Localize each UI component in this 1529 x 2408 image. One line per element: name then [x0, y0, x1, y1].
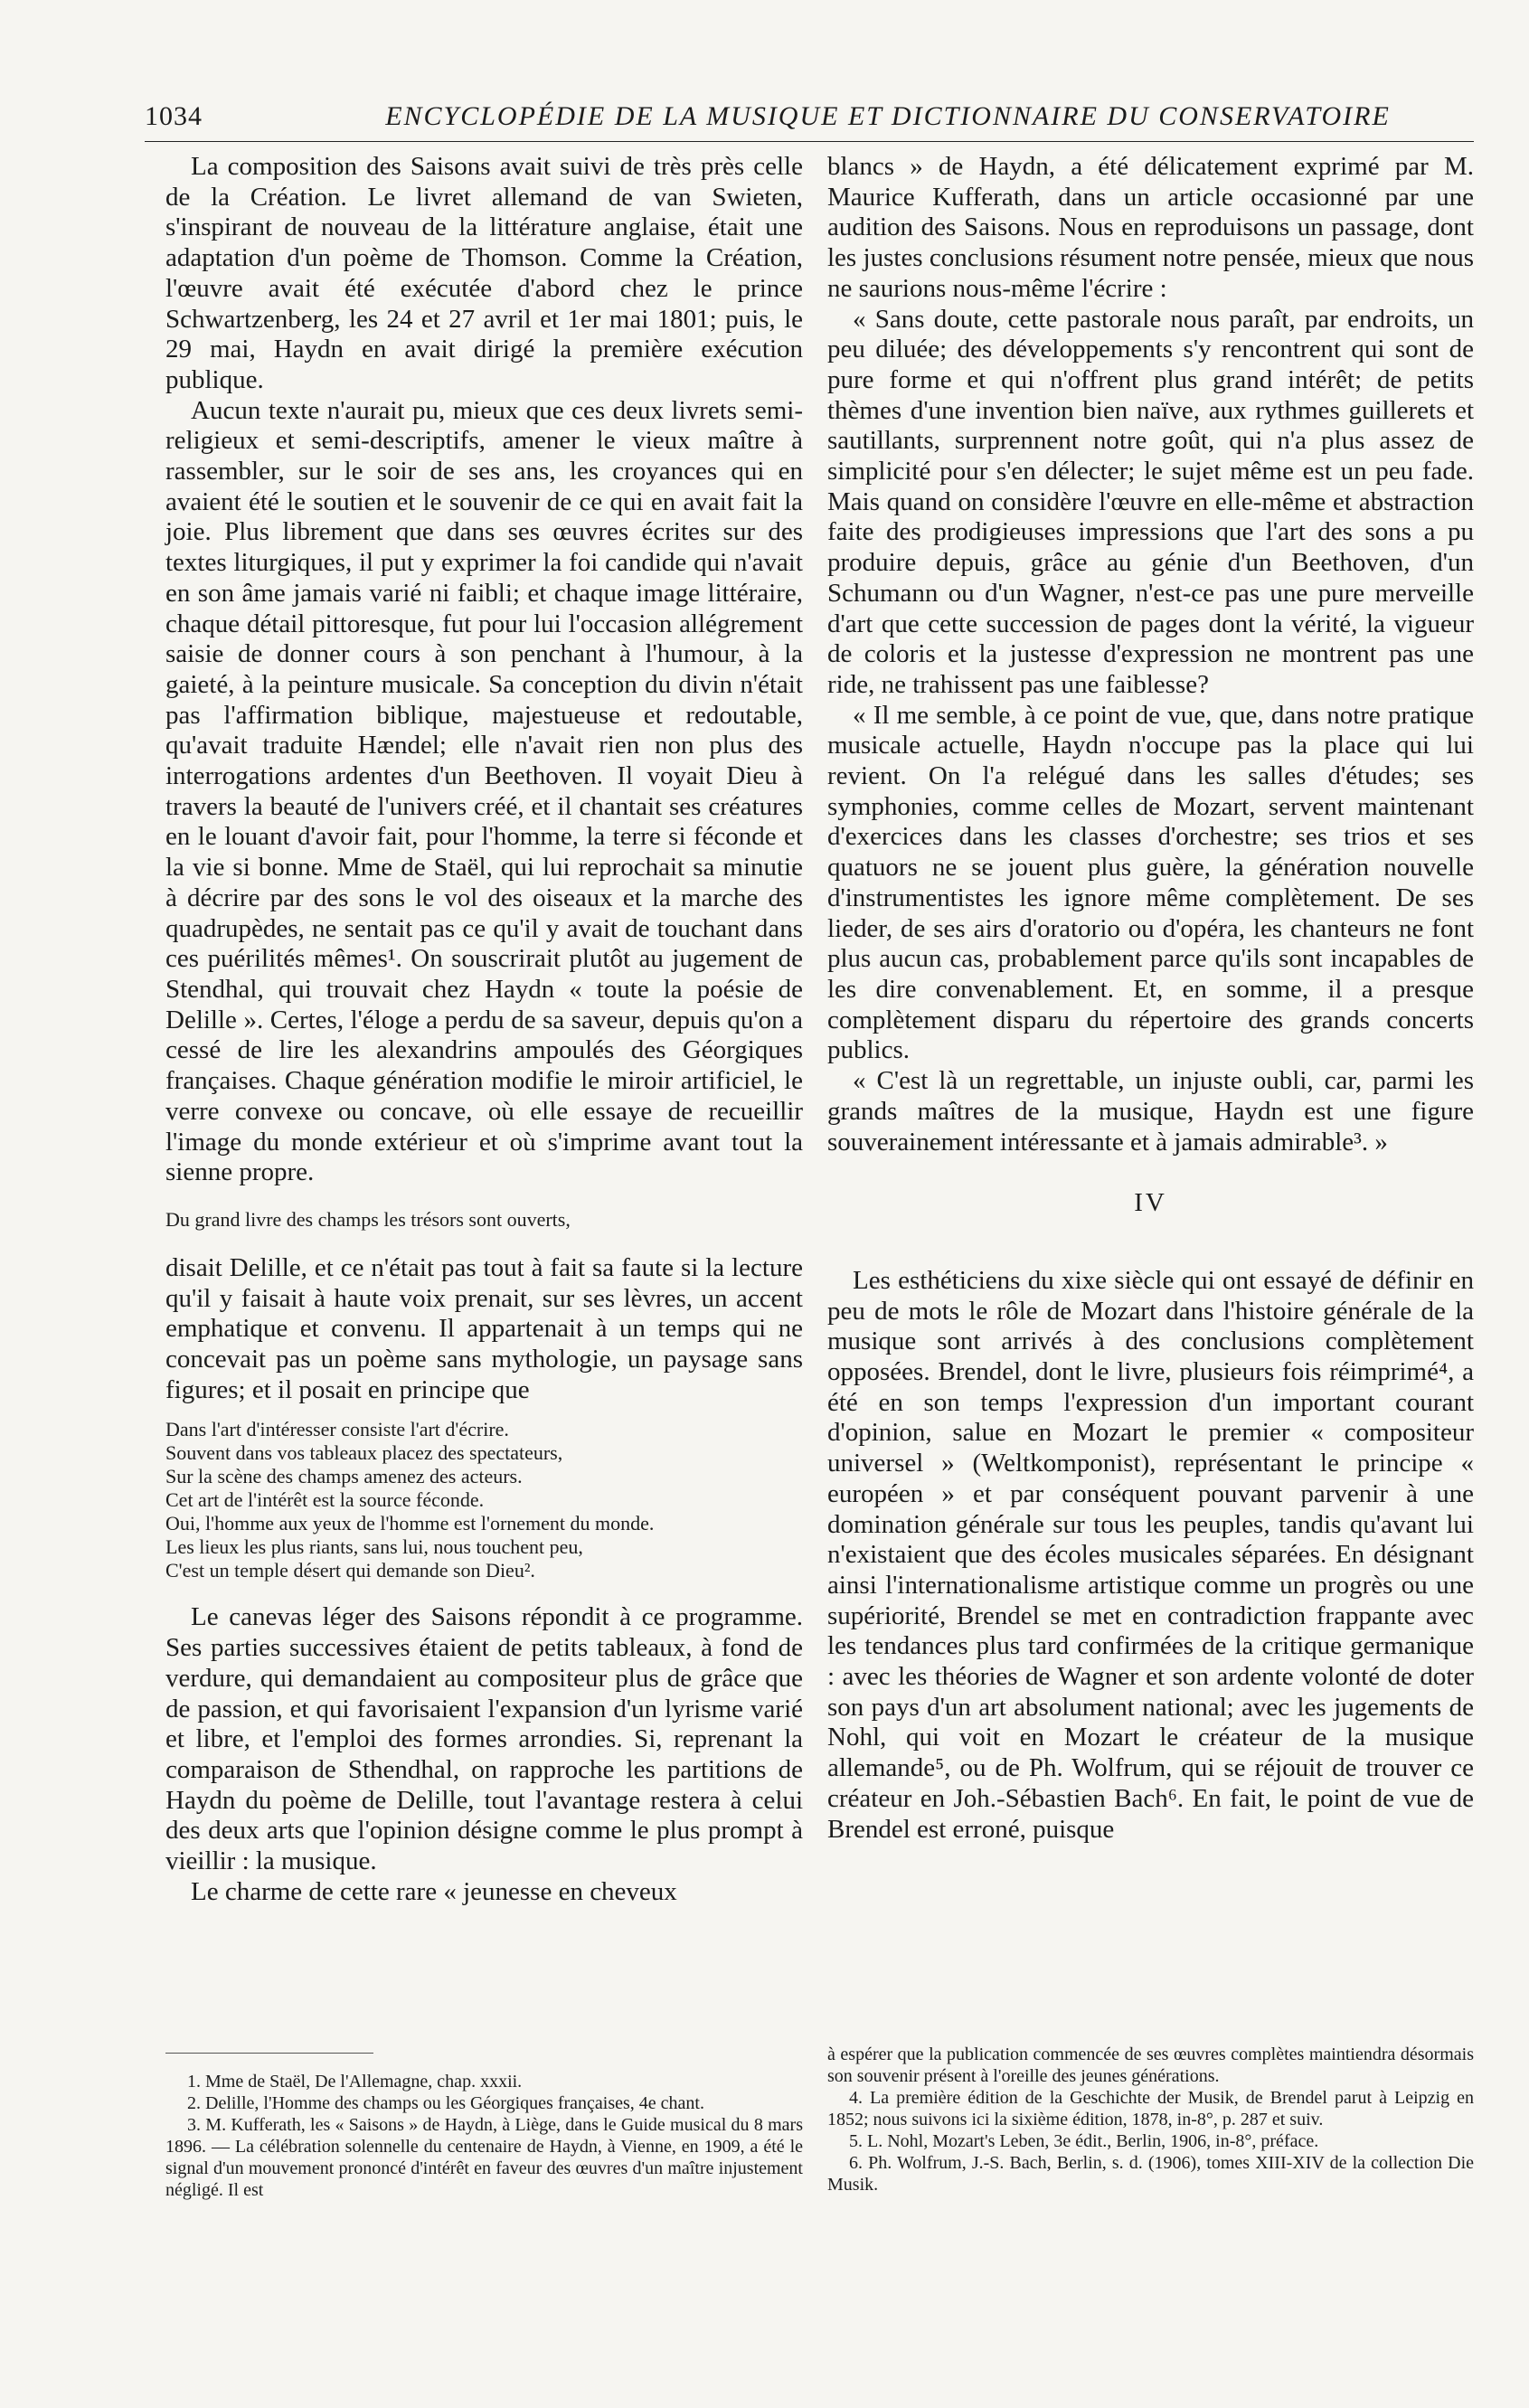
- paragraph: « Sans doute, cette pastorale nous paraît, par endroits, un peu diluée; des développements s'y rencontrent qui sont de pure forme et qui n'offrent plus grand intérêt; de petits thèmes d'une invention bien naïve, aux rythmes guillerets et sautillants, surprennent notre goût, qui n'a plus assez de simplicité pour s'en délecter; le sujet même est un peu fade. Mais quand on considère l'œuvre en elle-même et abstraction faite des prodigieuses impressions que l'art des sons a pu produire depuis, grâce au génie d'un Beethoven, d'un Schumann ou d'un Wagner, n'est-ce pas une pure merveille d'art que cette succession de pages dont la vérité, la vigueur de coloris et la justesse d'expression ne montrent pas une ride, ne trahissent pas une faiblesse?: [827, 304, 1474, 699]
- paragraph: Le charme de cette rare « jeunesse en cheveux: [191, 1876, 677, 1906]
- footnote: 3. M. Kufferath, les « Saisons » de Haydn, à Liège, dans le Guide musical du 8 mars 1896. — La célébration solennelle du centenaire de Haydn, à Vienne, en 1909, a été le signal d'un mouvement prononcé d'intérêt en faveur des œuvres d'un maître injustement négligé. Il est: [165, 2115, 803, 2200]
- paragraph: « C'est là un regrettable, un injuste oubli, car, parmi les grands maîtres de la musique, Haydn est une figure souverainement intéressante et à jamais admirable³. »: [827, 1066, 1474, 1157]
- footnote: 2. Delille, l'Homme des champs ou les Géorgiques françaises, 4e chant.: [187, 2093, 704, 2113]
- left-column: [165, 152, 803, 1907]
- verse-line: Dans l'art d'intéresser consiste l'art d'écrire.: [165, 1418, 509, 1441]
- paragraph: Aucun texte n'aurait pu, mieux que ces deux livrets semi-religieux et semi-descriptifs, amener le vieux maître à rassembler, sur le soir de ses ans, les croyances qui en avaient été le soutien et le souvenir de ce qui en avait fait la joie. Plus librement que dans ses œuvres écrites sur des textes liturgiques, il put y exprimer la foi candide qui n'avait en son âme jamais varié ni faibli; et chaque image littéraire, chaque détail pittoresque, fut pour lui l'occasion allégrement saisie de donner cours à son penchant à l'humour, à la gaieté, à la peinture musicale. Sa conception du divin n'était pas l'affirmation biblique, majestueuse et redoutable, qu'avait traduite Hændel; elle n'avait rien non plus des interrogations ardentes d'un Beethoven. Il voyait Dieu à travers la beauté de l'univers créé, et il chantait ses créatures en le louant d'avoir fait, pour l'homme, la terre si féconde et la vie si bonne. Mme de Staël, qui lui reprochait sa minutie à décrire par des sons le vol des oiseaux et la marche des quadrupèdes, ne sentait pas ce qu'il y avait de touchant dans ces puérilités mêmes¹. On souscrirait plutôt au jugement de Stendhal, qui trouvait chez Haydn « toute la poésie de Delille ». Certes, l'éloge a perdu de sa saveur, depuis qu'on a cessé de lire les alexandrins ampoulés des Géorgiques françaises. Chaque génération modifie le miroir artificiel, le verre convexe ou concave, où elle essaye de recueillir l'image du monde extérieur et où s'imprime avant tout la sienne propre.: [165, 395, 803, 1187]
- section-heading: IV: [1134, 1188, 1167, 1218]
- footnote-continued: à espérer que la publication commencée de ses œuvres complètes maintiendra désormais son souvenir présent à l'oreille des jeunes générations.: [827, 2044, 1474, 2086]
- running-title: ENCYCLOPÉDIE DE LA MUSIQUE ET DICTIONNAIRE DU CONSERVATOIRE: [385, 101, 1391, 131]
- paragraph: Le canevas léger des Saisons répondit à ce programme. Ses parties successives étaient de petits tableaux, à fond de verdure, qui demandaient au compositeur plus de grâce que de passion, et qui favorisaient l'expansion d'un lyrisme varié et libre, et l'emploi des formes arrondies. Si, reprenant la comparaison de Sthendhal, on rapproche les partitions de Haydn du poème de Delille, tout l'avantage restera à celui des deux arts que l'opinion désigne comme le plus prompt à vieillir : la musique.: [165, 1602, 803, 1876]
- right-column: [827, 152, 1474, 1845]
- footnote-rule: [165, 2053, 373, 2054]
- footnote: 5. L. Nohl, Mozart's Leben, 3e édit., Berlin, 1906, in-8°, préface.: [849, 2131, 1319, 2151]
- verse-line: Souvent dans vos tableaux placez des spectateurs,: [165, 1441, 563, 1465]
- page-number: 1034: [145, 101, 203, 131]
- verse-quote: [165, 1208, 803, 1232]
- paragraph: blancs » de Haydn, a été délicatement exprimé par M. Maurice Kufferath, dans un article occasionné par une audition des Saisons. Nous en reproduisons un passage, dont les justes conclusions résument notre pensée, mieux que nous ne saurions nous-même l'écrire :: [827, 152, 1474, 303]
- footnote: 1. Mme de Staël, De l'Allemagne, chap. xxxii.: [187, 2072, 523, 2092]
- footnote: 6. Ph. Wolfrum, J.-S. Bach, Berlin, s. d. (1906), tomes XIII-XIV de la collection Die Musik.: [827, 2153, 1474, 2195]
- verse-line: Du grand livre des champs les trésors sont ouverts,: [165, 1207, 571, 1231]
- verse-line: Sur la scène des champs amenez des acteurs.: [165, 1465, 523, 1488]
- verse-line: Cet art de l'intérêt est la source féconde.: [165, 1488, 485, 1512]
- verse-line: C'est un temple désert qui demande son Dieu².: [165, 1559, 535, 1582]
- footnote: 4. La première édition de la Geschichte der Musik, de Brendel parut à Leipzig en 1852; nous suivons ici la sixième édition, 1878, in-8°, p. 287 et suiv.: [827, 2088, 1474, 2129]
- verse-line: Oui, l'homme aux yeux de l'homme est l'ornement du monde.: [165, 1512, 655, 1535]
- paragraph: « Il me semble, à ce point de vue, que, dans notre pratique musicale actuelle, Haydn n'occupe pas la place qui lui revient. On l'a relégué dans les salles d'études; ses symphonies, comme celles de Mozart, servent maintenant d'exercices dans les classes d'orchestre; ses trios et ses quatuors ne se jouent plus guère, la génération nouvelle d'instrumentistes les ignore même complètement. De ses lieder, de ses airs d'oratorio ou d'opéra, les chanteurs ne font plus aucun cas, probablement parce qu'ils sont incapables de les dire convenablement. Et, en somme, il a presque complètement disparu du répertoire des grands concerts publics.: [827, 700, 1474, 1065]
- verse-line: Les lieux les plus riants, sans lui, nous touchent peu,: [165, 1535, 583, 1559]
- footnotes-left: [165, 2071, 803, 2201]
- paragraph: Les esthéticiens du xixe siècle qui ont essayé de définir en peu de mots le rôle de Mozart dans l'histoire générale de la musique sont arrivés à des conclusions complètement opposées. Brendel, dont le livre, plusieurs fois réimprimé⁴, a été en son temps l'expression d'un important courant d'opinion, salue en Mozart le premier « compositeur universel » (Weltkomponist), représentant le principe « européen » et par conséquent pouvant parvenir à une domination générale sur tous les peuples, tandis qu'avant lui n'existaient que des écoles musicales séparées. En désignant ainsi l'internationalisme artistique comme un progrès ou une supériorité, Brendel se met en contradiction frappante avec les tendances plus tard confirmées de la critique germanique : avec les théories de Wagner et son ardente volonté de doter son pays d'un art absolument national; avec les jugements de Nohl, qui voit en Mozart le créateur de la musique allemande⁵, ou de Ph. Wolfrum, qui se réjouit de trouver ce créateur en Joh.-Sébastien Bach⁶. En fait, le point de vue de Brendel est erroné, puisque: [827, 1265, 1474, 1844]
- verse-quote: [165, 1418, 803, 1582]
- paragraph: La composition des Saisons avait suivi de très près celle de la Création. Le livret allemand de van Swieten, s'inspirant de nouveau de la littérature anglaise, était une adaptation d'un poème de Thomson. Comme la Création, l'œuvre avait été exécutée d'abord chez le prince Schwartzenberg, les 24 et 27 avril et 1er mai 1801; puis, le 29 mai, Haydn en avait dirigé la première exécution publique.: [165, 152, 803, 394]
- paragraph: disait Delille, et ce n'était pas tout à fait sa faute si la lecture qu'il y faisait à haute voix prenait, sur ses lèvres, un accent emphatique et convenu. Il appartenait à un temps qui ne concevait pas un poème sans mythologie, un paysage sans figures; et il posait en principe que: [165, 1252, 803, 1404]
- page-header: [145, 101, 1474, 142]
- footnotes-right: [827, 2044, 1474, 2196]
